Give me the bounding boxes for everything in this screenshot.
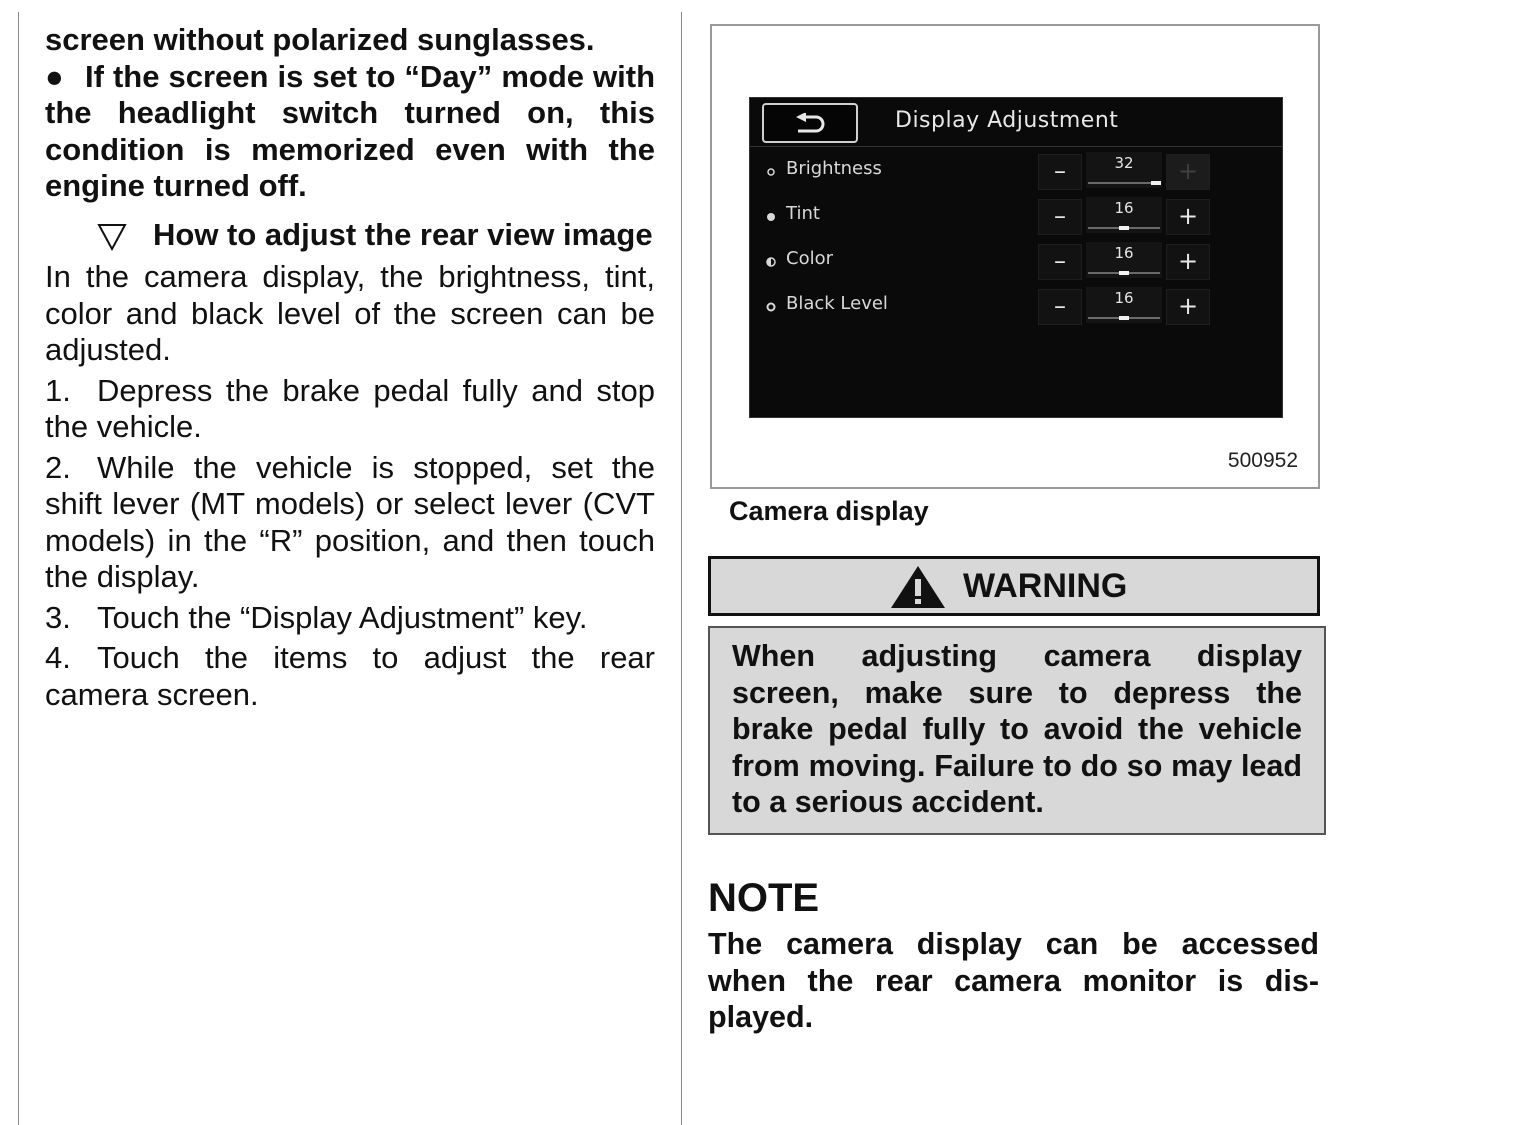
adjust-label: Color bbox=[786, 248, 833, 269]
decrease-button[interactable]: – bbox=[1038, 244, 1082, 280]
slider-knob[interactable] bbox=[1119, 271, 1129, 275]
adjust-label: Black Level bbox=[786, 293, 888, 314]
slider-track bbox=[1088, 272, 1160, 274]
sun-icon bbox=[766, 164, 776, 174]
intro-continuation: screen without polarized sunglasses. bbox=[45, 22, 595, 57]
increase-button[interactable]: + bbox=[1166, 154, 1210, 190]
decrease-button[interactable]: – bbox=[1038, 199, 1082, 235]
value-text: 16 bbox=[1114, 289, 1134, 307]
section-heading-text: How to adjust the rear view image bbox=[153, 216, 653, 252]
warning-label: WARNING bbox=[963, 567, 1128, 605]
figure-caption: Camera display bbox=[729, 496, 929, 526]
step-1 bbox=[45, 373, 655, 446]
bullet-dot-icon: ● bbox=[45, 58, 64, 94]
decrease-button[interactable]: – bbox=[1038, 289, 1082, 325]
value-text: 16 bbox=[1114, 244, 1134, 262]
value-text: 16 bbox=[1114, 199, 1134, 217]
increase-button[interactable]: + bbox=[1166, 199, 1210, 235]
note-text: The camera display can be accessed when the rear camera monitor is dis-played. bbox=[708, 927, 1319, 1034]
value-text: 32 bbox=[1114, 154, 1134, 172]
adjust-label: Tint bbox=[786, 203, 820, 224]
warning-header bbox=[708, 556, 1320, 616]
slider-track bbox=[1088, 227, 1160, 229]
intro-body: In the camera display, the brightness, tint, color and black level of the screen can be adjusted. bbox=[45, 259, 655, 367]
value-slider[interactable] bbox=[1086, 197, 1162, 233]
step-4 bbox=[45, 640, 655, 713]
slider-track bbox=[1088, 182, 1160, 184]
step-number: 3. bbox=[45, 599, 71, 635]
slider-knob[interactable] bbox=[1119, 226, 1129, 230]
slider-knob[interactable] bbox=[1119, 316, 1129, 320]
slider-knob[interactable] bbox=[1151, 181, 1161, 185]
adjust-label: Brightness bbox=[786, 158, 882, 179]
step-number: 4. bbox=[45, 640, 71, 675]
increase-button[interactable]: + bbox=[1166, 244, 1210, 280]
step-text: Touch the “Display Adjustment” key. bbox=[97, 599, 588, 635]
warning-text: When adjusting camera display screen, make sure to depress the brake pedal fully to avoid the vehicle from moving. Failure to do so may lead to a serious accident. bbox=[708, 626, 1326, 835]
decrease-button[interactable]: – bbox=[1038, 154, 1082, 190]
step-2 bbox=[45, 450, 655, 596]
back-button[interactable] bbox=[762, 103, 858, 143]
display-adjustment-screen bbox=[749, 97, 1283, 418]
adjust-row bbox=[750, 285, 1282, 325]
column-divider bbox=[681, 12, 682, 1125]
return-arrow-icon bbox=[794, 113, 826, 135]
section-heading bbox=[45, 217, 655, 254]
value-slider[interactable] bbox=[1086, 287, 1162, 323]
bullet-text: If the screen is set to “Day” mode with the headlight switch turned on, this condition is memorized even with the engine turned off. bbox=[45, 58, 655, 203]
slider-track bbox=[1088, 317, 1160, 319]
increase-button[interactable]: + bbox=[1166, 289, 1210, 325]
figure-code: 500952 bbox=[1227, 449, 1298, 472]
bullet-paragraph bbox=[45, 59, 655, 205]
adjust-row bbox=[750, 150, 1282, 190]
value-slider[interactable] bbox=[1086, 242, 1162, 278]
filled-circle-icon bbox=[766, 209, 776, 219]
value-slider[interactable] bbox=[1086, 152, 1162, 188]
warning-triangle-icon bbox=[889, 564, 947, 610]
step-number: 1. bbox=[45, 372, 71, 408]
down-triangle-icon bbox=[97, 221, 127, 251]
step-text: Touch the items to adjust the rear camera screen. bbox=[45, 640, 655, 712]
adjust-row bbox=[750, 195, 1282, 235]
camera-display-figure bbox=[710, 24, 1320, 489]
left-margin-rule bbox=[18, 12, 19, 1125]
adjust-row bbox=[750, 240, 1282, 280]
step-text: While the vehicle is stopped, set the shift lever (MT models) or select lever (CVT models) in the “R” position, and then touch the display. bbox=[45, 449, 655, 594]
half-circle-icon bbox=[766, 254, 776, 264]
step-3 bbox=[45, 600, 655, 637]
screen-title: Display Adjustment bbox=[895, 108, 1119, 133]
step-text: Depress the brake pedal fully and stop the vehicle. bbox=[45, 372, 655, 444]
ring-icon bbox=[766, 299, 776, 309]
step-number: 2. bbox=[45, 449, 71, 485]
screen-header bbox=[750, 98, 1282, 147]
left-column bbox=[45, 22, 655, 713]
note-title: NOTE bbox=[708, 876, 820, 920]
